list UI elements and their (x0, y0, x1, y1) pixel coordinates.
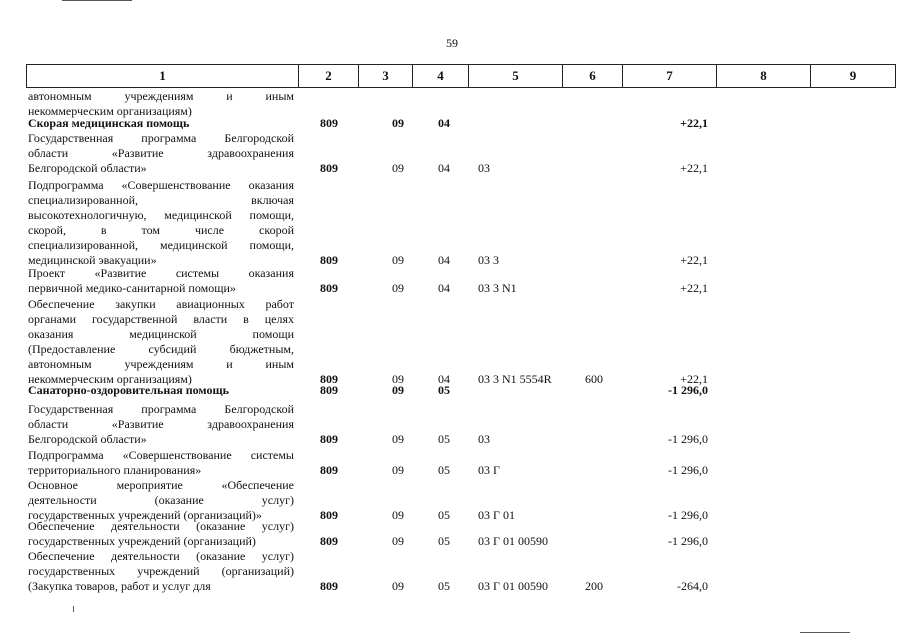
row-description (28, 116, 294, 131)
scan-mark (62, 0, 132, 1)
table-row (26, 549, 896, 594)
row-description (28, 448, 294, 478)
page-number: 59 (446, 36, 458, 50)
description-line: Обеспечение деятельности (оказание услуг) (28, 549, 294, 563)
description-line: автономным учреждениям и иным (28, 89, 294, 103)
cell-c4: 05 (438, 534, 450, 548)
table-row (26, 131, 896, 176)
cell-c3: 09 (392, 116, 404, 130)
description-line: медицинской эвакуации» (28, 253, 157, 267)
cell-c4: 05 (438, 463, 450, 477)
cell-c5: 03 3 (478, 253, 499, 267)
description-line: оказания медицинской помощи (28, 327, 294, 341)
description-line: Скорая медицинская помощь (28, 116, 190, 130)
cell-c2: 809 (320, 534, 338, 548)
cell-c4: 05 (438, 432, 450, 446)
description-line: государственных учреждений (организаций)» (28, 508, 262, 522)
cell-c2: 809 (320, 161, 338, 175)
header-col-7: 7 (622, 65, 716, 87)
header-col-2: 2 (298, 65, 358, 87)
description-line: территориального планирования» (28, 463, 202, 477)
cell-c5: 03 Г (478, 463, 500, 477)
cell-c5: 03 (478, 161, 490, 175)
description-line: высокотехнологичную, медицинской помощи, (28, 208, 294, 222)
description-line: Белгородской области» (28, 432, 147, 446)
table-row (26, 89, 896, 119)
cell-c4: 04 (438, 253, 450, 267)
description-line: государственных учреждений (организаций) (28, 534, 256, 548)
cell-c2: 809 (320, 463, 338, 477)
cell-c4: 04 (438, 116, 450, 130)
cell-c2: 809 (320, 579, 338, 593)
cell-c3: 09 (392, 463, 404, 477)
cell-c6: 200 (585, 579, 603, 593)
description-line: Государственная программа Белгородской (28, 131, 294, 145)
cell-c3: 09 (392, 253, 404, 267)
cell-c4: 04 (438, 161, 450, 175)
description-line: Санаторно-оздоровительная помощь (28, 383, 229, 397)
description-line: области «Развитие здравоохранения (28, 146, 294, 160)
cell-c5: 03 3 N1 (478, 281, 517, 295)
scan-mark (73, 606, 74, 612)
table-row (26, 116, 896, 131)
description-line: Подпрограмма «Совершенствование системы (28, 448, 294, 462)
description-line: Обеспечение деятельности (оказание услуг) (28, 519, 294, 533)
description-line: (Предоставление субсидий бюджетным, (28, 342, 294, 356)
description-line: (Закупка товаров, работ и услуг для (28, 579, 211, 593)
table-row (26, 519, 896, 549)
cell-c7: -1 296,0 (668, 534, 708, 548)
description-line: автономным учреждениям и иным (28, 357, 294, 371)
description-line: некоммерческим организациям) (28, 104, 192, 118)
description-line: органами государственной власти в целях (28, 312, 294, 326)
description-line: специализированной, включая (28, 193, 294, 207)
description-line: Обеспечение закупки авиационных работ (28, 297, 294, 311)
cell-c7: -1 296,0 (668, 383, 708, 397)
header-col-5: 5 (468, 65, 562, 87)
cell-c7: +22,1 (680, 161, 708, 175)
cell-c5: 03 (478, 432, 490, 446)
row-description (28, 131, 294, 176)
description-line: Государственная программа Белгородской (28, 402, 294, 416)
cell-c4: 04 (438, 372, 450, 386)
description-line: первичной медико-санитарной помощи» (28, 281, 236, 295)
table-header (26, 64, 896, 88)
cell-c7: +22,1 (680, 116, 708, 130)
cell-c3: 09 (392, 579, 404, 593)
row-description (28, 383, 294, 398)
description-line: государственных учреждений (организаций) (28, 564, 294, 578)
header-col-6: 6 (562, 65, 622, 87)
header-col-9: 9 (810, 65, 896, 87)
cell-c4: 05 (438, 579, 450, 593)
cell-c2: 809 (320, 253, 338, 267)
cell-c3: 09 (392, 383, 404, 397)
row-description (28, 402, 294, 447)
header-col-1: 1 (26, 65, 298, 87)
table-row (26, 448, 896, 478)
cell-c2: 809 (320, 372, 338, 386)
cell-c7: -264,0 (677, 579, 708, 593)
cell-c2: 809 (320, 432, 338, 446)
table-row (26, 178, 896, 268)
description-line: скорой, в том числе скорой (28, 223, 294, 237)
row-description (28, 478, 294, 523)
cell-c5: 03 Г 01 00590 (478, 579, 548, 593)
cell-c2: 809 (320, 508, 338, 522)
cell-c4: 05 (438, 508, 450, 522)
cell-c5: 03 3 N1 5554R (478, 372, 552, 386)
cell-c7: +22,1 (680, 372, 708, 386)
description-line: деятельности (оказание услуг) (28, 493, 294, 507)
row-description (28, 266, 294, 296)
cell-c5: 03 Г 01 00590 (478, 534, 548, 548)
cell-c3: 09 (392, 534, 404, 548)
row-description (28, 519, 294, 549)
header-col-3: 3 (358, 65, 412, 87)
table-row (26, 297, 896, 387)
cell-c3: 09 (392, 508, 404, 522)
description-line: специализированной, медицинской помощи, (28, 238, 294, 252)
cell-c4: 04 (438, 281, 450, 295)
description-line: Подпрограмма «Совершенствование оказания (28, 178, 294, 192)
description-line: области «Развитие здравоохранения (28, 417, 294, 431)
cell-c4: 05 (438, 383, 450, 397)
header-col-4: 4 (412, 65, 468, 87)
table-row (26, 383, 896, 398)
description-line: Белгородской области» (28, 161, 147, 175)
cell-c3: 09 (392, 372, 404, 386)
cell-c7: -1 296,0 (668, 463, 708, 477)
cell-c5: 03 Г 01 (478, 508, 515, 522)
table-row (26, 266, 896, 296)
row-description (28, 178, 294, 268)
cell-c7: -1 296,0 (668, 432, 708, 446)
cell-c2: 809 (320, 281, 338, 295)
cell-c3: 09 (392, 432, 404, 446)
cell-c2: 809 (320, 383, 338, 397)
table-row (26, 402, 896, 447)
description-line: некоммерческим организациям) (28, 372, 192, 386)
row-description (28, 297, 294, 387)
cell-c6: 600 (585, 372, 603, 386)
scan-mark (800, 632, 850, 633)
cell-c7: +22,1 (680, 281, 708, 295)
description-line: Основное мероприятие «Обеспечение (28, 478, 294, 492)
header-col-8: 8 (716, 65, 810, 87)
cell-c3: 09 (392, 281, 404, 295)
row-description (28, 89, 294, 119)
cell-c3: 09 (392, 161, 404, 175)
cell-c2: 809 (320, 116, 338, 130)
description-line: Проект «Развитие системы оказания (28, 266, 294, 280)
table-row (26, 478, 896, 523)
cell-c7: +22,1 (680, 253, 708, 267)
cell-c7: -1 296,0 (668, 508, 708, 522)
row-description (28, 549, 294, 594)
